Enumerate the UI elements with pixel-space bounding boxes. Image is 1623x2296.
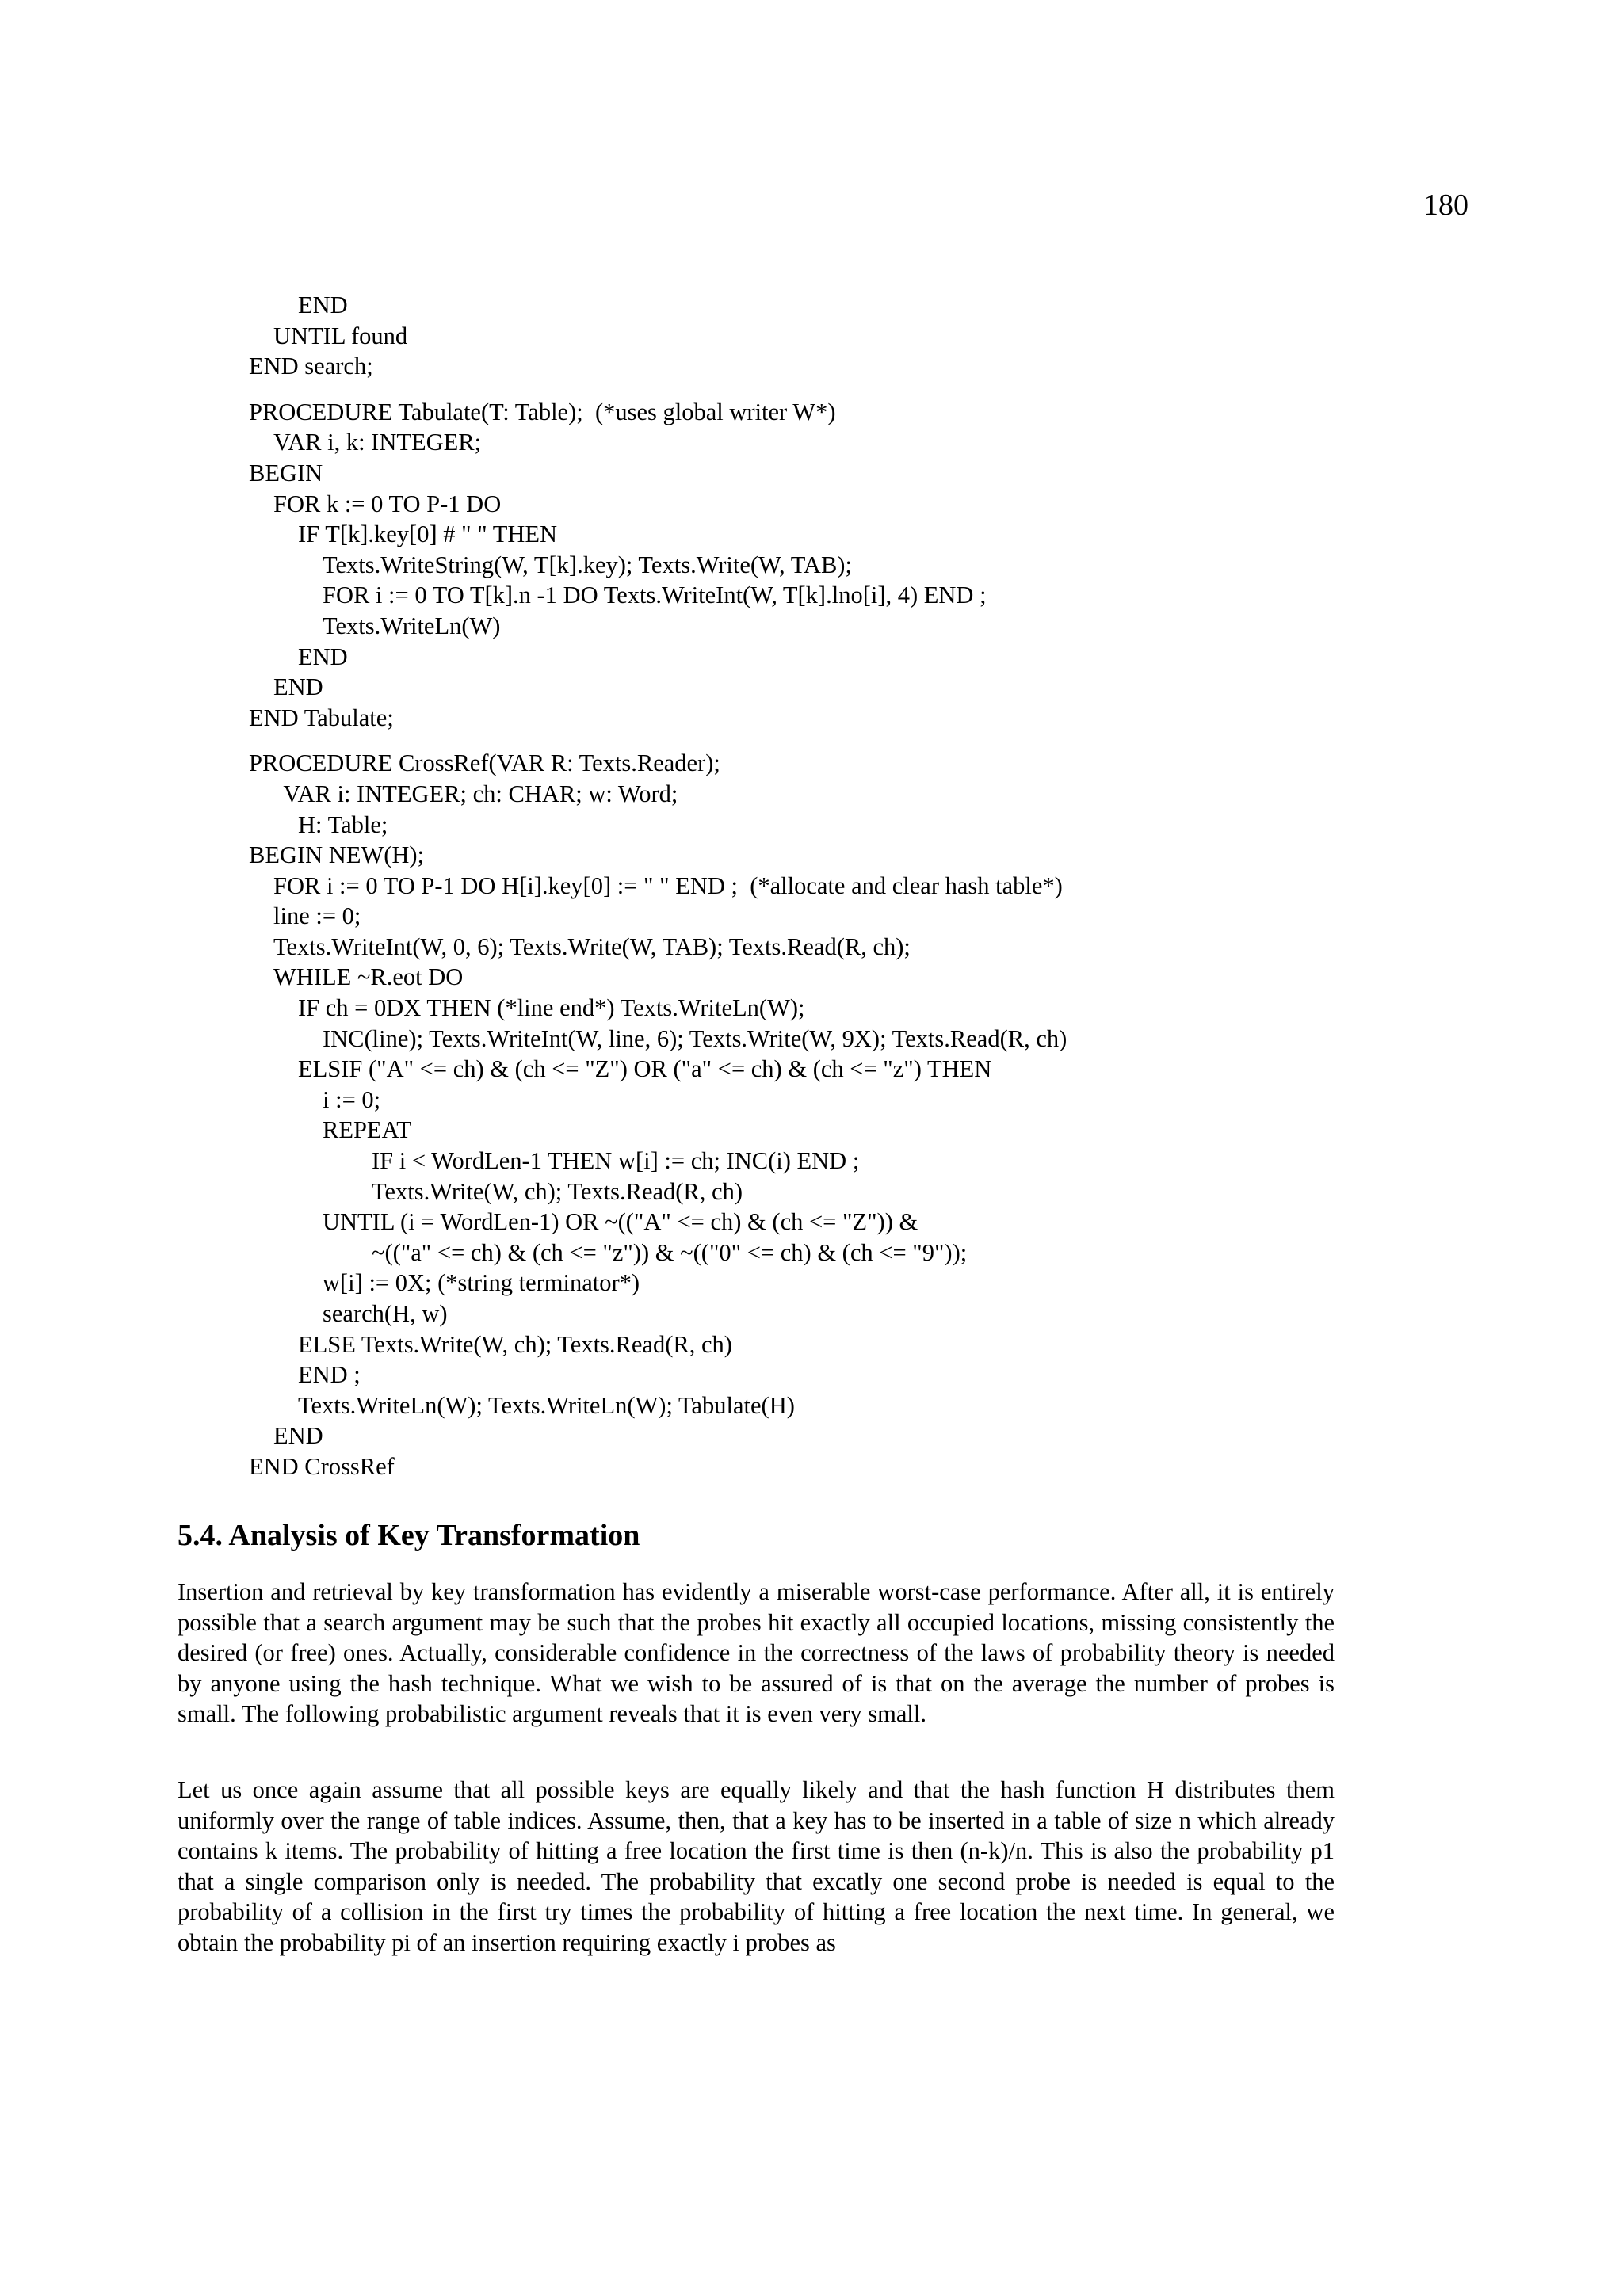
code-line: i := 0; bbox=[323, 1085, 381, 1113]
page-number: 180 bbox=[1423, 189, 1468, 222]
code-line: Texts.WriteLn(W) bbox=[323, 612, 501, 639]
code-line: ELSE Texts.Write(W, ch); Texts.Read(R, ch) bbox=[298, 1330, 732, 1358]
section-heading: 5.4. Analysis of Key Transformation bbox=[178, 1519, 640, 1552]
code-line: Texts.WriteLn(W); Texts.WriteLn(W); Tabulate(H) bbox=[298, 1391, 795, 1419]
code-line: END bbox=[298, 643, 348, 670]
code-line: FOR i := 0 TO T[k].n -1 DO Texts.WriteInt(W, T[k].lno[i], 4) END ; bbox=[323, 582, 987, 609]
code-line: WHILE ~R.eot DO bbox=[273, 963, 464, 991]
code-line: INC(line); Texts.WriteInt(W, line, 6); Texts.Write(W, 9X); Texts.Read(R, ch) bbox=[323, 1024, 1067, 1052]
code-line: VAR i: INTEGER; ch: CHAR; w: Word; bbox=[283, 780, 678, 807]
code-line: BEGIN bbox=[249, 459, 323, 486]
code-line: END CrossRef bbox=[249, 1452, 395, 1480]
code-line: line := 0; bbox=[273, 902, 361, 930]
code-line: IF i < WordLen-1 THEN w[i] := ch; INC(i) END ; bbox=[372, 1147, 860, 1175]
code-line: Texts.WriteInt(W, 0, 6); Texts.Write(W, TAB); Texts.Read(R, ch); bbox=[273, 933, 911, 960]
code-line: FOR i := 0 TO P-1 DO H[i].key[0] := " " END ; (*allocate and clear hash table*) bbox=[273, 871, 1063, 899]
code-line: ~(("a" <= ch) & (ch <= "z")) & ~(("0" <= ch) & (ch <= "9")); bbox=[372, 1238, 968, 1266]
code-line: w[i] := 0X; (*string terminator*) bbox=[323, 1269, 640, 1297]
code-gap bbox=[249, 733, 1067, 748]
code-line: END ; bbox=[298, 1361, 361, 1389]
code-line: PROCEDURE CrossRef(VAR R: Texts.Reader); bbox=[249, 749, 720, 777]
code-line: IF ch = 0DX THEN (*line end*) Texts.WriteLn(W); bbox=[298, 994, 805, 1022]
code-line: END search; bbox=[249, 353, 373, 380]
code-line: Texts.WriteString(W, T[k].key); Texts.Write(W, TAB); bbox=[323, 551, 852, 578]
code-listing bbox=[249, 290, 1067, 1482]
code-line: END bbox=[298, 292, 348, 318]
code-gap bbox=[249, 382, 1067, 397]
code-line: H: Table; bbox=[298, 810, 388, 838]
body-paragraph-1: Insertion and retrieval by key transformation has evidently a miserable worst-case performance. After all, it is entirely possible that a search argument may be such that the probes hit exactly all occupied locations, missing consistently the desired (or free) ones. Actually, considerable confidence in the correctness of the laws of probability theory is needed by anyone using the hash technique. What we wish to be assured of is that on the average the number of probes is small. The following probabilistic argument reveals that it is even very small. bbox=[178, 1578, 1335, 1728]
code-line: IF T[k].key[0] # " " THEN bbox=[298, 521, 558, 548]
code-line: UNTIL found bbox=[273, 322, 408, 349]
code-line: search(H, w) bbox=[323, 1300, 448, 1327]
code-line: REPEAT bbox=[323, 1116, 411, 1144]
code-line: PROCEDURE Tabulate(T: Table); (*uses global writer W*) bbox=[249, 398, 836, 425]
code-line: BEGIN NEW(H); bbox=[249, 841, 425, 869]
code-line: END Tabulate; bbox=[249, 704, 394, 731]
code-line: FOR k := 0 TO P-1 DO bbox=[273, 490, 502, 517]
code-line: VAR i, k: INTEGER; bbox=[273, 429, 482, 456]
code-line: END bbox=[273, 673, 323, 701]
code-line: ELSIF ("A" <= ch) & (ch <= "Z") OR ("a" <= ch) & (ch <= "z") THEN bbox=[298, 1055, 992, 1083]
code-line: Texts.Write(W, ch); Texts.Read(R, ch) bbox=[372, 1177, 743, 1205]
code-line: END bbox=[273, 1422, 323, 1450]
code-line: UNTIL (i = WordLen-1) OR ~(("A" <= ch) & (ch <= "Z")) & bbox=[323, 1208, 918, 1236]
body-paragraph-2: Let us once again assume that all possible keys are equally likely and that the hash function H distributes them uniformly over the range of table indices. Assume, then, that a key has to be inserted in a table of size n which already contains k items. The probability of hitting a free location the first time is then (n-k)/n. This is also the probability p1 that a single comparison only is needed. The probability that excatly one second probe is needed is equal to the probability of a collision in the first try times the probability of hitting a free location the next time. In general, we obtain the probability pi of an insertion requiring exactly i probes as bbox=[178, 1776, 1335, 1956]
